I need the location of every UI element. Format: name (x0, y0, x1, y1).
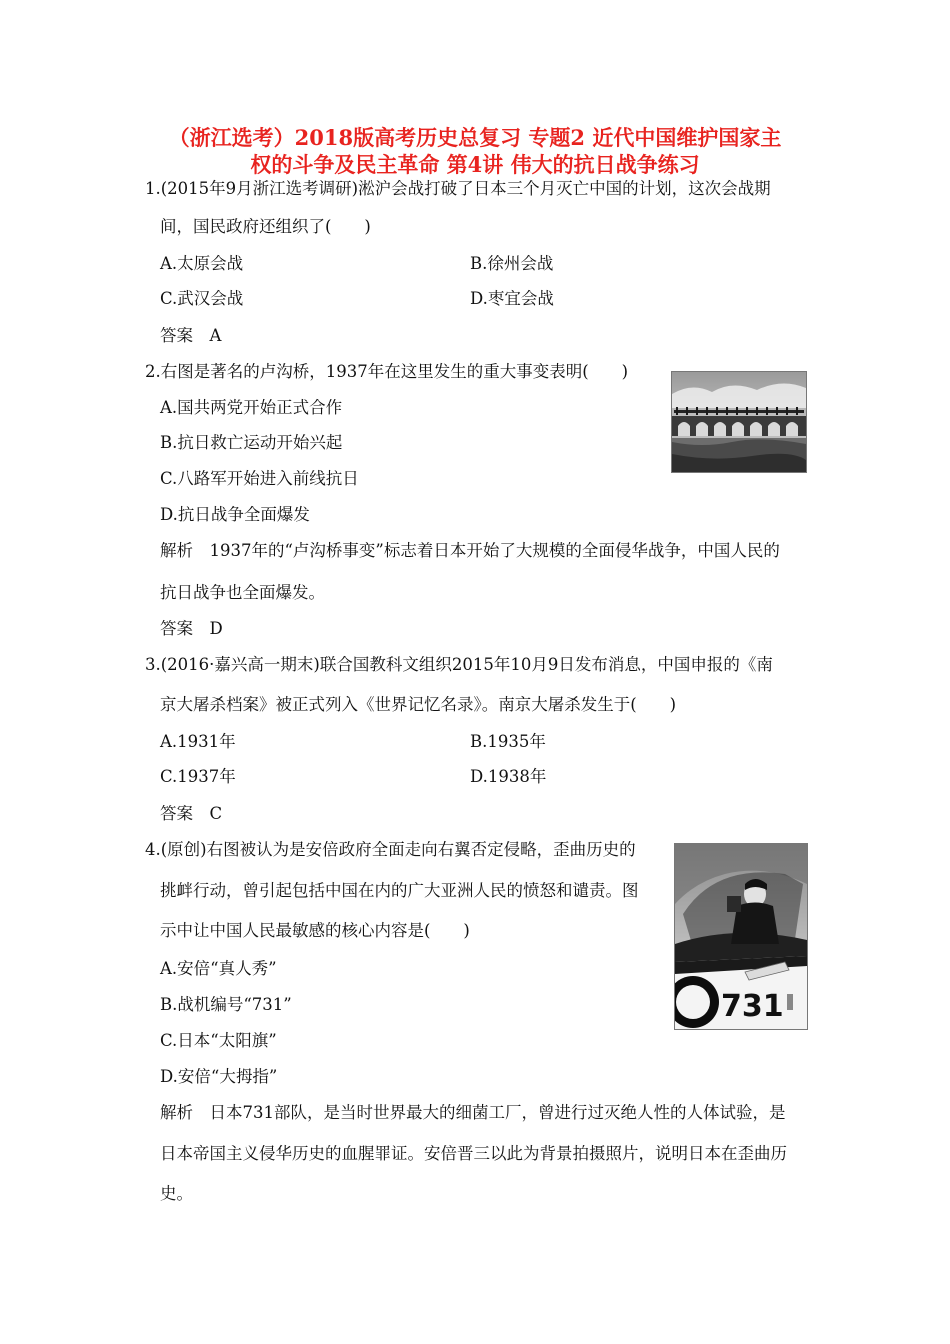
q2-analysis-line-1: 解析 1937年的“卢沟桥事变”标志着日本开始了大规模的全面侵华战争，中国人民的 (160, 541, 780, 560)
q1-option-b: B.徐州会战 (470, 254, 554, 273)
q3-answer: 答案 C (160, 804, 223, 823)
q1-answer: 答案 A (160, 326, 222, 345)
jet-731-photo (674, 843, 808, 1030)
plane-number: 731 (721, 989, 784, 1024)
q4-option-a: A.安倍“真人秀” (160, 959, 277, 978)
q3-option-d: D.1938年 (470, 767, 547, 786)
q4-analysis-line-2: 日本帝国主义侵华历史的血腥罪证。安倍晋三以此为背景拍摄照片，说明日本在歪曲历 (160, 1144, 787, 1163)
q1-stem-line-1: 1.(2015年9月浙江选考调研)淞沪会战打破了日本三个月灭亡中国的计划，这次会战期 (145, 179, 771, 198)
q4-analysis-line-3: 史。 (160, 1184, 193, 1203)
q4-stem-line-1: 4.(原创)右图被认为是安倍政府全面走向右翼否定侵略，歪曲历史的 (145, 840, 636, 859)
q2-option-b: B.抗日救亡运动开始兴起 (160, 433, 343, 452)
q1-stem-line-2: 间，国民政府还组织了( ) (160, 217, 371, 236)
q4-stem-line-2: 挑衅行动，曾引起包括中国在内的广大亚洲人民的愤怒和谴责。图 (160, 881, 639, 900)
q4-option-d: D.安倍“大拇指” (160, 1067, 278, 1086)
q1-option-c: C.武汉会战 (160, 289, 244, 308)
q3-stem-line-2: 京大屠杀档案》被正式列入《世界记忆名录》。南京大屠杀发生于( ) (160, 695, 677, 714)
q2-stem: 2.右图是著名的卢沟桥，1937年在这里发生的重大事变表明( ) (145, 362, 629, 381)
q4-analysis-line-1: 解析 日本731部队，是当时世界最大的细菌工厂，曾进行过灭绝人性的人体试验，是 (160, 1103, 786, 1122)
document-title-line-2: 权的斗争及民主革命 第4讲 伟大的抗日战争练习 (250, 152, 700, 177)
q3-option-c: C.1937年 (160, 767, 236, 786)
q2-answer: 答案 D (160, 619, 223, 638)
q2-analysis-line-2: 抗日战争也全面爆发。 (160, 583, 325, 602)
q4-option-c: C.日本“太阳旗” (160, 1031, 277, 1050)
q4-stem-line-3: 示中让中国人民最敏感的核心内容是( ) (160, 921, 470, 940)
q4-option-b: B.战机编号“731” (160, 995, 292, 1014)
q3-option-a: A.1931年 (160, 732, 236, 751)
q2-option-a: A.国共两党开始正式合作 (160, 398, 343, 417)
q2-option-d: D.抗日战争全面爆发 (160, 505, 310, 524)
document-title-line-1: （浙江选考）2018版高考历史总复习 专题2 近代中国维护国家主 (168, 125, 782, 150)
q3-stem-line-1: 3.(2016·嘉兴高一期末)联合国教科文组织2015年10月9日发布消息，中国申报的《南 (145, 655, 773, 674)
q1-option-d: D.枣宜会战 (470, 289, 554, 308)
q2-option-c: C.八路军开始进入前线抗日 (160, 469, 359, 488)
q3-option-b: B.1935年 (470, 732, 546, 751)
lugou-bridge-photo (671, 371, 807, 473)
q1-option-a: A.太原会战 (160, 254, 244, 273)
